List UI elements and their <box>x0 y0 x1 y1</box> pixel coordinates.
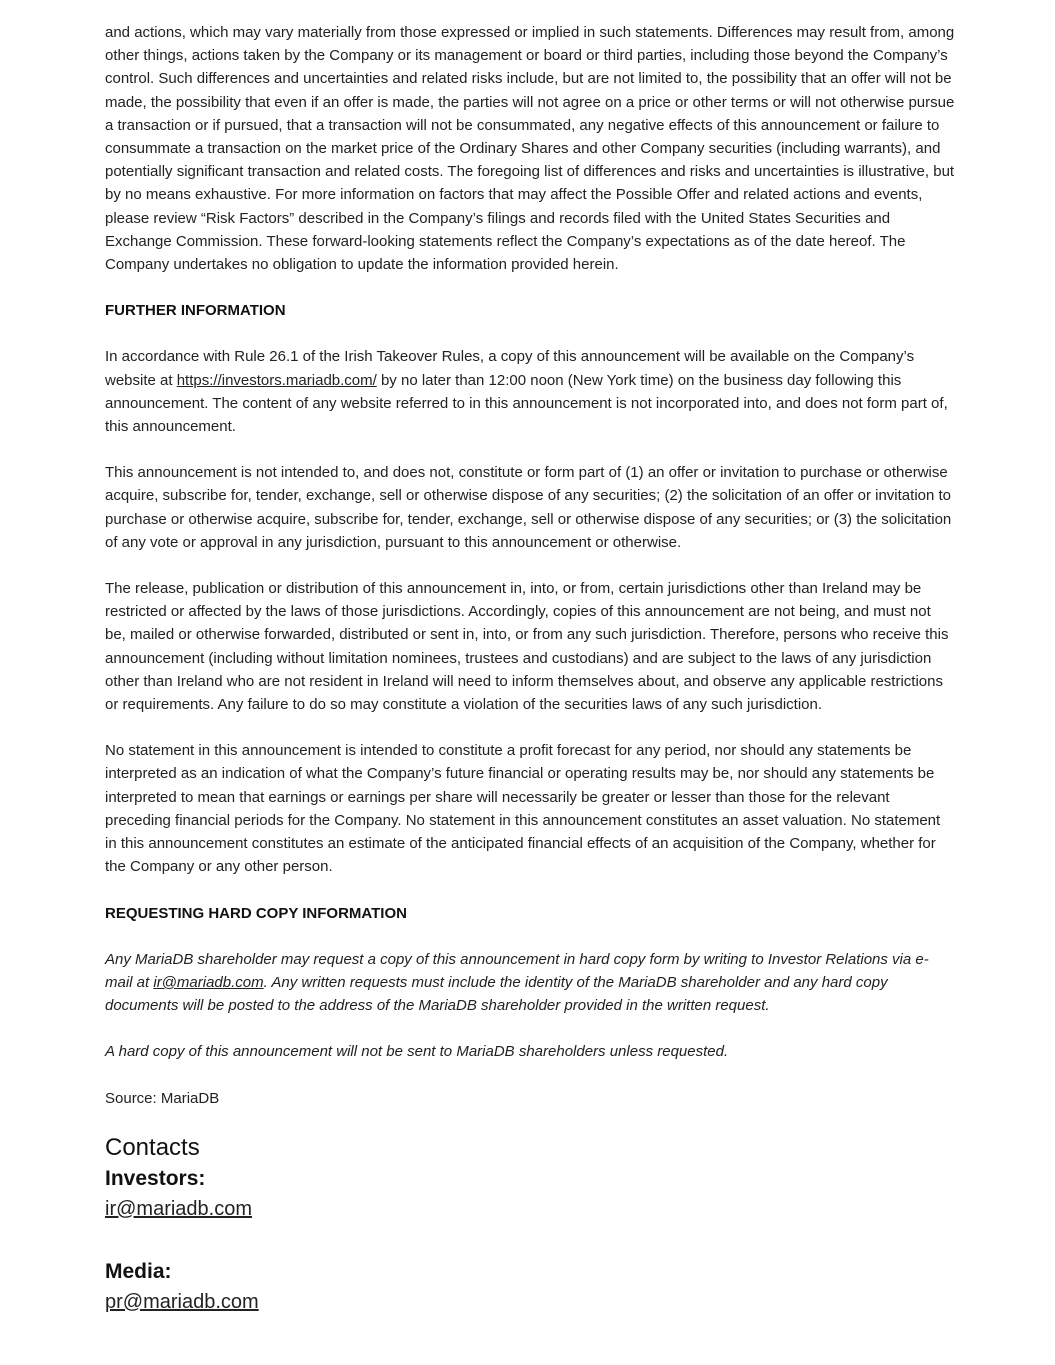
contacts-section <box>105 1133 955 1318</box>
hard-copy-text-after: . Any written requests must include the identity of the MariaDB shareholder and any hard copy documents will be posted to the address of the MariaDB shareholder provided in the written request. <box>105 973 888 1015</box>
announcement-body <box>105 21 955 1318</box>
no-profit-forecast-paragraph: No statement in this announcement is intended to constitute a profit forecast for any period, nor should any statements be interpreted as an indication of what the Company’s future financial or operating results may be, nor should any statements be interpreted to mean that earnings or earnings per share will necessarily be greater or lesser than those for the relevant preceding financial periods for the Company. No statement in this announcement constitutes an asset valuation. No statement in this announcement constitutes an estimate of the anticipated financial effects of an acquisition of the Company, whether for the Company or any other person. <box>105 742 941 876</box>
contacts-title: Contacts <box>105 1133 200 1161</box>
hard-copy-not-sent-paragraph: A hard copy of this announcement will not be sent to MariaDB shareholders unless requested. <box>105 1043 729 1061</box>
website-para-text-before: In accordance with Rule 26.1 of the Irish Takeover Rules, a copy of this announcement will be available on the Company’s website at <box>105 348 915 389</box>
contacts-spacer <box>105 1225 955 1256</box>
forward-looking-paragraph: and actions, which may vary materially from those expressed or implied in such statements. Differences may result from, among other things, actions taken by the Company or its management or board or third parties, including those beyond the Company’s control. Such differences and uncertainties and related risks include, but are not limited to, the possibility that an offer will not be made, the possibility that even if an offer is made, the parties will not agree on a price or other terms or will not otherwise pursue a transaction or if pursued, that a transaction will not be consummated, any negative effects of this announcement or failure to consummate a transaction on the market price of the Ordinary Shares and other Company securities (including warrants), and potentially significant transaction and related costs. The foregoing list of differences and risks and uncertainties is illustrative, but by no means exhaustive. For more information on factors that may affect the Possible Offer and related actions and events, please review “Risk Factors” described in the Company’s filings and records filed with the United States Securities and Exchange Commission. These forward-looking statements reflect the Company’s expectations as of the date hereof. The Company undertakes no obligation to update the information provided herein. <box>105 24 955 274</box>
hard-copy-request-paragraph <box>105 948 955 1018</box>
website-para-text-after: by no later than 12:00 noon (New York time) on the business day following this announcement. The content of any website referred to in this announcement is not incorporated into, and does not form part of, this announcement. <box>105 371 948 436</box>
not-an-offer-paragraph: This announcement is not intended to, and does not, constitute or form part of (1) an offer or invitation to purchase or otherwise acquire, subscribe for, tender, exchange, sell or otherwise dispose of any securities; (2) the solicitation of an offer or invitation to purchase or otherwise acquire, subscribe for, tender, exchange, sell or otherwise dispose of any securities; or (3) the solicitation of any vote or approval in any jurisdiction, pursuant to this announcement or otherwise. <box>105 464 952 551</box>
hard-copy-text-before: Any MariaDB shareholder may request a copy of this announcement in hard copy form by writing to Investor Relations via e-mail at <box>105 950 929 991</box>
further-information-heading: FURTHER INFORMATION <box>105 302 286 320</box>
media-email-link[interactable]: pr@mariadb.com <box>105 1290 259 1313</box>
distribution-restrictions-paragraph: The release, publication or distribution of this announcement in, into, or from, certain jurisdictions other than Ireland may be restricted or affected by the laws of those jurisdictions. Accordingly, copies of this announcement are not being, and must not be, mailed or otherwise forwarded, distributed or sent in, into, or from any such jurisdiction. Therefore, persons who receive this announcement (including without limitation nominees, trustees and custodians) and are subject to the laws of any jurisdiction other than Ireland who are not resident in Ireland will need to inform themselves about, and observe any applicable restrictions or requirements. Any failure to do so may constitute a violation of the securities laws of any such jurisdiction. <box>105 580 949 714</box>
investors-email-link[interactable]: ir@mariadb.com <box>105 1197 253 1220</box>
investors-website-link[interactable]: https://investors.mariadb.com/ <box>176 371 377 389</box>
hard-copy-heading: REQUESTING HARD COPY INFORMATION <box>105 904 407 922</box>
source-line: Source: MariaDB <box>105 1089 220 1107</box>
investors-label: Investors: <box>105 1166 206 1190</box>
website-availability-paragraph <box>105 345 955 438</box>
media-label: Media: <box>105 1259 172 1283</box>
investor-relations-email-link[interactable]: ir@mariadb.com <box>153 973 264 991</box>
